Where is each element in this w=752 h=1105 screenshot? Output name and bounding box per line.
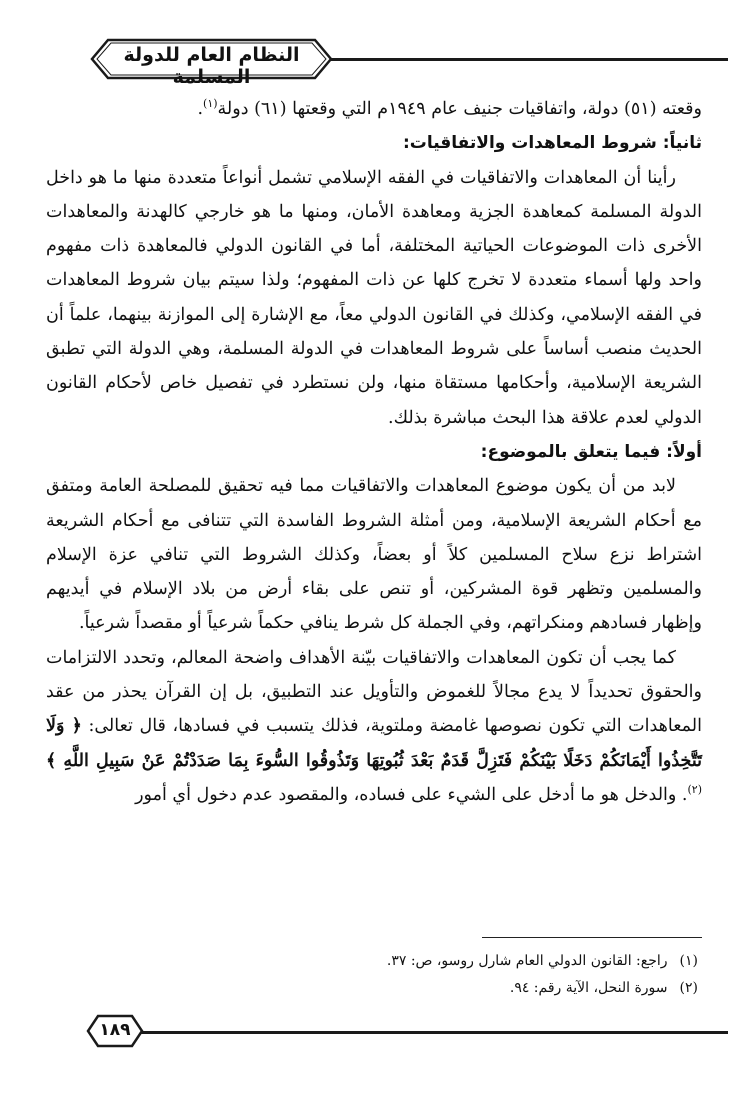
footnote (46, 975, 698, 1002)
paragraph-text: . والدخل هو ما أدخل على الشيء على فساده، والمقصود عدم دخول أي أمور (135, 784, 688, 805)
paragraph: لابد من أن يكون موضوع المعاهدات والاتفاقيات مما فيه تحقيق للمصلحة العامة ومتفق مع أحكام الشريعة الإسلامية، ومن أمثلة الشروط الفاسدة التي تتنافى مع أحكام الشريعة اشتراط نزع سلاح المسلمين كلاً أو بعضاً، وكذلك الشروط التي تنافي عزة الإسلام والمسلمين وتظهر قوة المشركين، أو تنص على بقاء أرض من بلاد الإسلام في أيديهم وإظهار فسادهم ومنكراتهم، وفي الجملة كل شرط ينافي حكماً شرعياً أو مقصداً شرعياً. (46, 476, 702, 634)
page-number-badge (86, 1014, 144, 1048)
footnote-text: راجع: القانون الدولي العام شارل روسو، ص: ٣٧. (386, 953, 668, 969)
paragraph-text: وقعته (٥١) دولة، واتفاقيات جنيف عام ١٩٤٩م التي وقعتها (٦١) دولة (217, 99, 702, 119)
running-header-title: النظام العام للدولة المسلمة (123, 44, 300, 88)
paragraph (46, 641, 702, 812)
quran-verse: ﴿ وَلَا تَتَّخِذُوا أَيْمَانَكُمْ دَخَلًا بَيْنَكُمْ فَتَزِلَّ قَدَمٌ بَعْدَ ثُبُوتِهَا وَتَذُوقُوا السُّوءَ بِمَا صَدَدْتُمْ عَنْ سَبِيلِ اللَّهِ ﴾ (46, 716, 702, 771)
footnotes (46, 948, 698, 1002)
footnote-divider (482, 937, 702, 938)
footnote-number: (٢) (679, 980, 698, 996)
footnote-text: سورة النحل، الآية رقم: ٩٤. (509, 980, 668, 996)
footnote (46, 948, 698, 975)
footnote-number: (١) (679, 953, 698, 969)
footnote-ref: (٢) (687, 783, 702, 797)
paragraph-text: كما يجب أن تكون المعاهدات والاتفاقيات بيّنة الأهداف واضحة المعالم، وتحدد الالتزامات والحقوق تحديداً لا يدع مجالاً للغموض والتأويل عند التطبيق، بل إن القرآن يحذر من عقد المعاهدات التي تكون نصوصها غامضة وملتوية، فذلك يتسبب في فسادها، قال تعالى: (46, 647, 702, 737)
subsection-heading: أولاً: فيما يتعلق بالموضوع: (480, 441, 702, 462)
main-text (46, 92, 702, 812)
section-heading: ثانياً: شروط المعاهدات والاتفاقيات: (402, 133, 702, 154)
header-badge (90, 38, 333, 88)
footer-rule (120, 1031, 728, 1034)
footnote-ref: (١) (203, 97, 218, 111)
page-number: ١٨٩ (99, 1020, 131, 1040)
paragraph: رأينا أن المعاهدات والاتفاقيات في الفقه الإسلامي تشمل أنواعاً متعددة منها ما هو داخل الدولة المسلمة كمعاهدة الجزية ومعاهدة الأمان، ومنها ما هو خارجي كالهدنة والمعاهدات الأخرى ذات الموضوعات الحياتية المختلفة، أما في القانون الدولي فالمعاهدة ذات مفهوم واحد ولها أسماء متعددة لا تخرج كلها عن ذات المفهوم؛ ولذا سيتم بيان شروط المعاهدات في الفقه الإسلامي، وكذلك في القانون الدولي معاً، مع الإشارة إلى الموازنة بينهما، علماً أن الحديث منصب أساساً على شروط المعاهدات في الدولة المسلمة، وهي الدولة التي تطبق الشريعة الإسلامية، وأحكامها مستقاة منها، ولن نستطرد في تفصيل خاص لأحكام القانون الدولي لعدم علاقة هذا البحث مباشرة بذلك. (46, 167, 702, 428)
paragraph: وقعته (٥١) دولة، واتفاقيات جنيف عام ١٩٤٩م التي وقعتها (٦١) دولة$^{(١)}$. (197, 97, 702, 119)
